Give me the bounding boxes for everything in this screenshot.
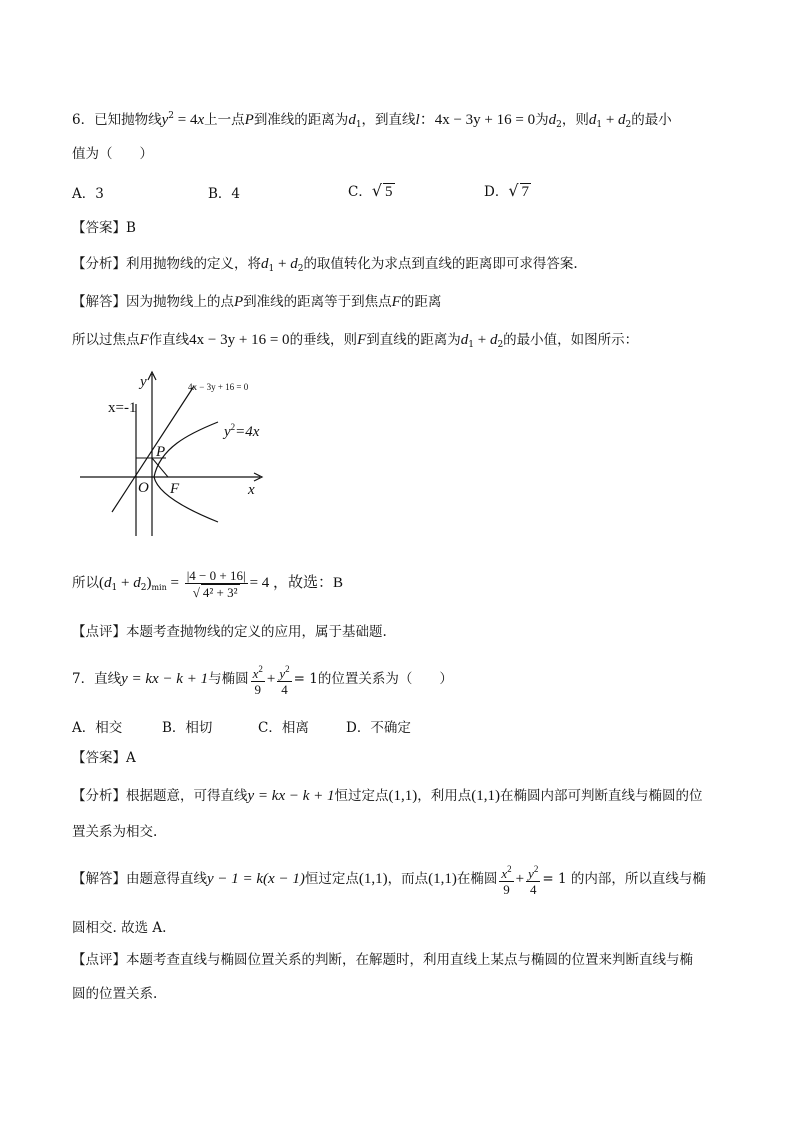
q7-analysis-line2: 置关系为相交. [72, 824, 158, 840]
q6-option-d: D．√ 7 [484, 181, 530, 200]
q7-option-b: B．相切 [162, 720, 213, 736]
line-label: 4x − 3y + 16 = 0 [188, 382, 249, 392]
q7-option-d: D．不确定 [346, 720, 411, 736]
q6-answer: 【答案】B [72, 220, 136, 236]
q6-stem-line2: 值为（ ） [72, 146, 153, 162]
q7-solution-line2: 圆相交. 故选 A. [72, 920, 167, 936]
directrix-label: x=-1 [108, 400, 137, 416]
origin-label: O [138, 480, 149, 496]
q7-review-line1: 【点评】本题考查直线与椭圆位置关系的判断，在解题时，利用直线上某点与椭圆的位置来判断直线与椭 [72, 952, 693, 968]
q7-review-line2: 圆的位置关系. [72, 986, 158, 1002]
x-axis-label: x [248, 482, 255, 498]
q6-option-a: A．3 [72, 186, 104, 202]
q7-option-a: A．相交 [72, 720, 123, 736]
q6-review: 【点评】本题考查抛物线的定义的应用，属于基础题. [72, 624, 387, 640]
q6-option-c: C．√ 5 [348, 181, 393, 200]
curve-label: $y^2=4x$ [224, 422, 260, 440]
q6-analysis: 【分析】利用抛物线的定义，将$d_1 + d_2$的取值转化为求点到直线的距离即可求得答案. [72, 256, 578, 274]
q7-solution-line1: 【解答】由题意得直线y − 1 = k(x − 1)恒过定点(1,1)，而点(1,1)在椭圆 $\frac{x^2}{9}$ + $\frac{y^2}{4}$ = 1 的内部，所以直线与椭 [72, 864, 706, 897]
focus-label: F [170, 481, 180, 497]
point-p-label: P [156, 444, 166, 460]
y-axis-label: y [140, 374, 147, 390]
q6-option-b: B．4 [208, 186, 241, 202]
q6-stem-line1: 6．已知抛物线$y^2 = 4x$上一点P到准线的距离为$d_1$，到直线l：4x − 3y + 16 = 0为$d_2$，则$d_1 + d_2$的最小 [72, 111, 672, 130]
q7-stem: 7．直线y = kx − k + 1与椭圆 $\frac{x^2}{9}$ + $\frac{y^2}{4}$ = 1的位置关系为（ ） [72, 664, 453, 697]
q7-analysis-line1: 【分析】根据题意，可得直线y = kx − k + 1恒过定点(1,1)，利用点(1,1)在椭圆内部可判断直线与椭圆的位 [72, 788, 703, 804]
q7-answer: 【答案】A [72, 750, 136, 766]
parabola-figure [78, 364, 278, 540]
q7-option-c: C．相离 [258, 720, 309, 736]
q6-solution-line1: 【解答】因为抛物线上的点P到准线的距离等于到焦点F的距离 [72, 294, 442, 310]
q6-calculation: 所以$(d_1 + d_2)_{min}$ = $\frac{|4 - 0 + 16|}{\text{√ 4² + 3²}}$ = 4 ，故选：B [72, 567, 344, 600]
q6-solution-line2: 所以过焦点F作直线4x − 3y + 16 = 0的垂线，则F到直线的距离为$d_1 + d_2$的最小值，如图所示： [72, 332, 639, 350]
